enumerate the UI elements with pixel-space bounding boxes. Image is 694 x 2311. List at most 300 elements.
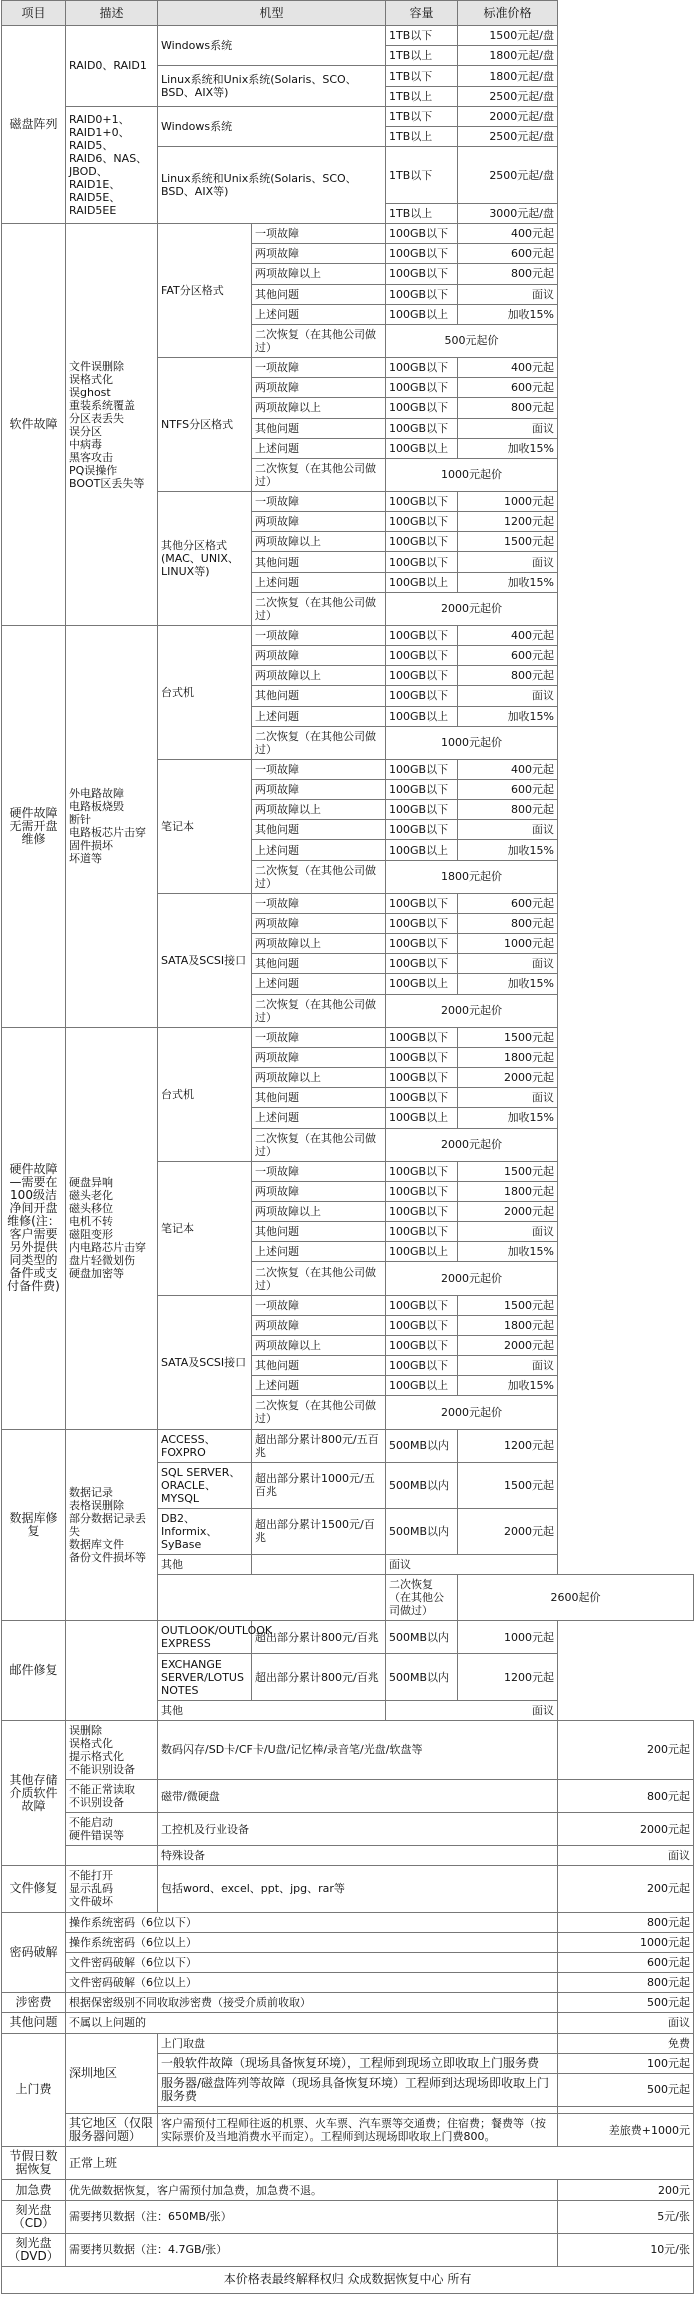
table-row [2,2033,694,2053]
table-cell: 不能启动 硬件错误等 [66,1813,158,1846]
table-cell: 深圳地区 [66,2033,158,2114]
table-cell: 500MB以内 [386,1429,458,1462]
table-cell: 100GB以下 [386,934,458,954]
table-cell: 加收15% [458,572,558,592]
table-cell [66,1846,158,1866]
table-cell: 两项故障 [252,1315,386,1335]
table-cell: 两项故障 [252,1181,386,1201]
table-cell: 600元起 [458,244,558,264]
table-cell: 包括word、excel、ppt、jpg、rar等 [158,1866,558,1912]
table-cell: RAID0+1、RAID1+0、RAID5、RAID6、NAS、JBOD、RAID1E、RAID5E、RAID5EE [66,106,158,223]
table-header-row [2,1,694,26]
table-cell: 100GB以下 [386,378,458,398]
table-cell: 100GB以下 [386,532,458,552]
table-cell: 二次恢复（在其他公司做过） [252,592,386,625]
table-cell: 800元起 [458,264,558,284]
table-cell: 上述问题 [252,438,386,458]
table-cell: 两项故障 [252,646,386,666]
table-cell: 需要拷贝数据（注：4.7GB/张） [66,2233,558,2266]
table-cell: 一般软件故障（现场具备恢复环境），工程师到现场立即收取上门服务费 [158,2053,558,2073]
table-cell: 两项故障 [252,1047,386,1067]
table-row [2,1846,694,1866]
table-cell: 其他问题 [252,954,386,974]
table-cell: 400元起 [458,358,558,378]
table-cell: 一项故障 [252,358,386,378]
table-cell: 上门费 [2,2033,66,2147]
table-cell: 一项故障 [252,1027,386,1047]
table-cell [158,2106,558,2113]
table-cell: 不能正常读取 不识别设备 [66,1779,158,1812]
table-cell: 2500元起/盘 [458,147,558,204]
table-cell: 其他 [158,1700,386,1720]
table-cell: 免费 [558,2033,694,2053]
table-cell: 一项故障 [252,224,386,244]
table-cell [252,1555,386,1575]
table-row [2,1621,694,1654]
table-cell: 1800元起价 [386,860,558,893]
table-row [2,1429,694,1462]
table-cell: 其他分区格式(MAC、UNIX、LINUX等) [158,491,252,625]
table-cell: 超出部分累计800元/百兆 [252,1621,386,1654]
table-cell: 3000元起/盘 [458,203,558,223]
table-cell: EXCHANGE SERVER/LOTUS NOTES [158,1654,252,1700]
table-cell: 上门取盘 [158,2033,558,2053]
table-cell: 600元起 [458,780,558,800]
table-cell: 其他存储介质软件故障 [2,1720,66,1866]
table-cell: 1000元起 [458,1621,558,1654]
table-cell: 两项故障以上 [252,264,386,284]
table-cell: 邮件修复 [2,1621,66,1720]
table-cell: 100GB以下 [386,224,458,244]
table-cell: 误删除 误格式化 提示格式化 不能识别设备 [66,1720,158,1779]
table-cell: 两项故障以上 [252,398,386,418]
table-cell: 数据记录 表格误删除 部分数据记录丢失 数据库文件 备份文件损坏等 [66,1429,158,1621]
table-cell: 400元起 [458,759,558,779]
table-cell: 二次恢复（在其他公司做过） [252,726,386,759]
table-cell: 加收15% [458,304,558,324]
table-cell: 1500元起/盘 [458,26,558,46]
table-cell: 2000元起价 [386,592,558,625]
header-cell: 容量 [386,1,458,26]
table-cell: 500MB以内 [386,1508,458,1554]
table-cell: 100GB以下 [386,264,458,284]
table-cell: 加收15% [458,706,558,726]
table-cell: 超出部分累计1000元/五百兆 [252,1462,386,1508]
table-cell: 不能打开 显示乱码 文件破坏 [66,1866,158,1912]
table-cell: 一项故障 [252,893,386,913]
table-cell: 1800元起 [458,1315,558,1335]
table-cell: ACCESS、FOXPRO [158,1429,252,1462]
table-cell: 其它地区（仅限服务器问题） [66,2114,158,2147]
table-cell: 100GB以下 [386,759,458,779]
table-cell: 涉密费 [2,1993,66,2013]
table-cell: 笔记本 [158,1161,252,1295]
table-row [2,26,694,46]
table-cell: 两项故障以上 [252,1068,386,1088]
table-cell: 100GB以下 [386,1047,458,1067]
table-cell: 100GB以下 [386,780,458,800]
table-cell: 一项故障 [252,625,386,645]
table-cell: 两项故障以上 [252,666,386,686]
table-row [2,1993,694,2013]
table-row [2,1813,694,1846]
table-cell: 特殊设备 [158,1846,558,1866]
table-cell: 1500元起 [458,1462,558,1508]
table-row [2,1720,694,1779]
table-cell: 软件故障 [2,224,66,626]
table-cell: 200元起 [558,1720,694,1779]
table-cell: 二次恢复（在其他公司做过） [252,860,386,893]
table-cell: 操作系统密码（6位以上） [66,1932,558,1952]
table-cell: Windows系统 [158,106,386,146]
table-cell: 100GB以上 [386,1376,458,1396]
table-cell: 二次恢复（在其他公司做过） [252,1262,386,1295]
table-cell: 100GB以上 [386,1242,458,1262]
table-row [2,106,694,126]
table-cell: 1800元起 [458,1181,558,1201]
table-row [2,1779,694,1812]
table-cell: 100GB以上 [386,438,458,458]
table-cell: 超出部分累计800元/百兆 [252,1654,386,1700]
table-cell: 800元起 [458,913,558,933]
table-cell: 加收15% [458,1242,558,1262]
table-cell: 100GB以下 [386,1201,458,1221]
table-cell: 1TB以上 [386,126,458,146]
table-cell: 1500元起 [458,1295,558,1315]
table-row [2,2233,694,2266]
table-cell: 二次恢复（在其他公司做过） [252,458,386,491]
table-cell: 文件误删除 误格式化 误ghost 重装系统覆盖 分区表丢失 误分区 中病毒 黑客攻击 PQ误操作 BOOT区丢失等 [66,224,158,626]
table-cell: 600元起 [458,893,558,913]
table-cell: 500元起 [558,2073,694,2106]
table-cell: 10元/张 [558,2233,694,2266]
table-cell: 磁盘阵列 [2,26,66,224]
table-cell: 一项故障 [252,759,386,779]
table-cell: 200元 [558,2180,694,2200]
table-cell: 二次恢复（在其他公司做过） [252,994,386,1027]
table-cell: 1TB以下 [386,147,458,204]
table-cell: 800元起 [458,800,558,820]
table-cell: 二次恢复（在其他公司做过） [386,1575,458,1621]
header-cell: 标准价格 [458,1,558,26]
table-cell: 400元起 [458,224,558,244]
table-cell: RAID0、RAID1 [66,26,158,107]
table-cell: 100GB以上 [386,572,458,592]
table-row [2,224,694,244]
table-cell: 800元起 [558,1973,694,1993]
table-cell: 其他问题 [252,284,386,304]
table-cell: Windows系统 [158,26,386,66]
table-cell: 文件密码破解（6位以上） [66,1973,558,1993]
table-cell: 根据保密级别不同收取涉密费（接受介质前收取） [66,1993,558,2013]
table-cell: 硬件故障 无需开盘维修 [2,625,66,1027]
table-cell: 其他问题 [252,552,386,572]
table-cell: 上述问题 [252,974,386,994]
table-row [2,1973,694,1993]
table-cell: SATA及SCSI接口 [158,1295,252,1429]
table-cell: 100GB以下 [386,491,458,511]
table-cell: 客户需预付工程师往返的机票、火车票、汽车票等交通费；住宿费；餐费等（按实际票价及当地消费水平而定）。工程师到达现场即收取上门费800。 [158,2114,558,2147]
table-cell: 二次恢复（在其他公司做过） [252,324,386,357]
table-cell: 加急费 [2,2180,66,2200]
table-cell: 500MB以内 [386,1654,458,1700]
table-cell: 一项故障 [252,491,386,511]
table-cell: 本价格表最终解释权归 众成数据恢复中心 所有 [2,2266,694,2293]
table-cell: 节假日数据恢复 [2,2147,66,2180]
table-cell: 上述问题 [252,706,386,726]
table-cell: 台式机 [158,1027,252,1161]
table-cell: DB2、Informix、SyBase [158,1508,252,1554]
table-cell: 1000元起 [558,1932,694,1952]
table-row [2,2180,694,2200]
table-cell: 400元起 [458,625,558,645]
table-cell: 上述问题 [252,840,386,860]
table-cell: 刻光盘（CD） [2,2200,66,2233]
table-cell: 100GB以下 [386,1315,458,1335]
table-cell: 100GB以下 [386,512,458,532]
table-cell: 100GB以下 [386,893,458,913]
table-cell: 其他 [158,1555,252,1575]
table-cell: 100GB以下 [386,686,458,706]
table-cell: 其他问题 [252,820,386,840]
table-cell: 两项故障以上 [252,532,386,552]
table-cell: 1TB以上 [386,203,458,223]
table-row [2,2200,694,2233]
table-row [2,1952,694,1972]
table-cell: 600元起 [458,646,558,666]
table-cell: 2000元起 [558,1813,694,1846]
table-row [2,1912,694,1932]
header-cell: 项目 [2,1,66,26]
table-cell: 1TB以上 [386,46,458,66]
table-cell: 面议 [458,552,558,572]
table-cell: 面议 [386,1700,558,1720]
table-cell: 面议 [458,1088,558,1108]
table-cell: 外电路故障 电路板烧毁 断针 电路板芯片击穿 固件损坏 坏道等 [66,625,158,1027]
table-cell: 两项故障以上 [252,934,386,954]
table-cell: 其他问题 [252,1222,386,1242]
table-cell: 两项故障 [252,780,386,800]
table-cell: 100GB以下 [386,820,458,840]
table-cell: 刻光盘（DVD） [2,2233,66,2266]
table-cell: 两项故障 [252,913,386,933]
table-cell: 100GB以下 [386,913,458,933]
table-cell: 面议 [386,1555,558,1575]
table-cell: 硬件故障 —需要在100级洁净间开盘维修(注：客户需要另外提供同类型的备件或支付备件费) [2,1027,66,1429]
table-cell: 2600起价 [458,1575,694,1621]
table-cell [158,1575,386,1621]
table-cell: 800元起 [458,666,558,686]
table-cell: 100GB以下 [386,1027,458,1047]
table-cell: 面议 [458,284,558,304]
table-cell: 100GB以上 [386,974,458,994]
table-cell: NTFS分区格式 [158,358,252,492]
table-cell: Linux系统和Unix系统(Solaris、SCO、BSD、AIX等) [158,66,386,106]
table-cell: 差旅费+1000元 [558,2114,694,2147]
table-cell: 500元起 [558,1993,694,2013]
table-cell: 两项故障 [252,512,386,532]
price-table [1,0,694,2294]
table-cell: 100GB以上 [386,706,458,726]
table-cell: 2000元起 [458,1068,558,1088]
table-cell: 1800元起 [458,1047,558,1067]
table-row [2,2114,694,2147]
table-cell: 100GB以下 [386,1088,458,1108]
table-cell: 100GB以上 [386,840,458,860]
table-cell: OUTLOOK/OUTLOOK EXPRESS [158,1621,252,1654]
table-cell: 100GB以下 [386,1181,458,1201]
table-cell: 100GB以下 [386,1295,458,1315]
table-cell: 面议 [458,1356,558,1376]
table-cell: 2000元起/盘 [458,106,558,126]
table-cell: 1000元起价 [386,726,558,759]
table-cell: 2000元起价 [386,1128,558,1161]
table-cell: 数码闪存/SD卡/CF卡/U盘/记忆棒/录音笔/光盘/软盘等 [158,1720,558,1779]
table-cell: 1000元起 [458,491,558,511]
table-cell: 2000元起价 [386,994,558,1027]
table-cell: 500元起价 [386,324,558,357]
header-cell: 描述 [66,1,158,26]
table-row [2,625,694,645]
table-cell: 2000元起 [458,1335,558,1355]
table-cell: 面议 [458,954,558,974]
table-cell: 二次恢复（在其他公司做过） [252,1128,386,1161]
table-cell: 100元起 [558,2053,694,2073]
table-cell: 其他问题 [2,2013,66,2033]
table-cell: 一项故障 [252,1295,386,1315]
table-cell: 文件修复 [2,1866,66,1912]
table-cell: 上述问题 [252,304,386,324]
table-cell: 2000元起 [458,1201,558,1221]
table-cell [558,2106,694,2113]
table-cell: 笔记本 [158,759,252,893]
table-cell: 200元起 [558,1866,694,1912]
table-cell: 超出部分累计800元/五百兆 [252,1429,386,1462]
table-cell: 1500元起 [458,1027,558,1047]
table-row [2,2147,694,2180]
table-cell: 1500元起 [458,1161,558,1181]
table-cell: 工控机及行业设备 [158,1813,558,1846]
table-cell: Linux系统和Unix系统(Solaris、SCO、BSD、AIX等) [158,147,386,224]
table-row [2,1932,694,1952]
table-body [2,26,694,2294]
table-cell: 二次恢复（在其他公司做过） [252,1396,386,1429]
table-cell: 100GB以下 [386,1222,458,1242]
table-cell: 加收15% [458,840,558,860]
table-cell: 上述问题 [252,1242,386,1262]
table-cell: 2500元起/盘 [458,86,558,106]
table-cell: 800元起 [558,1912,694,1932]
table-cell: 操作系统密码（6位以下） [66,1912,558,1932]
table-cell: 2000元起价 [386,1262,558,1295]
table-cell: 服务器/磁盘阵列等故障（现场具备恢复环境）工程师到达现场即收取上门服务费 [158,2073,558,2106]
table-cell: 面议 [558,2013,694,2033]
table-cell [66,1621,158,1720]
table-cell: 100GB以上 [386,304,458,324]
table-cell: 5元/张 [558,2200,694,2233]
table-cell: 其他问题 [252,418,386,438]
table-cell: 硬盘异响 磁头老化 磁头移位 电机不转 磁阻变形 内电路芯片击穿 盘片轻微划伤 硬盘加密等 [66,1027,158,1429]
table-cell: 500MB以内 [386,1621,458,1654]
table-cell: 不属以上问题的 [66,2013,558,2033]
table-cell: SATA及SCSI接口 [158,893,252,1027]
table-cell: 1200元起 [458,512,558,532]
table-cell: 其他问题 [252,1088,386,1108]
table-cell: 两项故障以上 [252,1335,386,1355]
table-cell: 2500元起/盘 [458,126,558,146]
table-cell: 1000元起 [458,934,558,954]
table-cell: 100GB以上 [386,1108,458,1128]
table-cell: 1TB以下 [386,66,458,86]
table-cell: 2000元起 [458,1508,558,1554]
table-cell: 上述问题 [252,1376,386,1396]
table-cell: 100GB以下 [386,398,458,418]
table-cell: 加收15% [458,1108,558,1128]
table-cell: 两项故障以上 [252,800,386,820]
table-row [2,1027,694,1047]
table-cell: 超出部分累计1500元/百兆 [252,1508,386,1554]
table-cell: 600元起 [558,1952,694,1972]
table-cell: 600元起 [458,378,558,398]
table-cell: 一项故障 [252,1161,386,1181]
table-cell: 正常上班 [66,2147,694,2180]
table-cell: 磁带/微硬盘 [158,1779,558,1812]
table-cell: 面议 [458,820,558,840]
table-cell: 100GB以下 [386,418,458,438]
table-cell: 加收15% [458,974,558,994]
table-cell: 2000元起价 [386,1396,558,1429]
table-cell: 面议 [458,686,558,706]
table-cell: 100GB以下 [386,954,458,974]
table-cell: 密码破解 [2,1912,66,1993]
table-cell: 面议 [458,1222,558,1242]
table-cell: FAT分区格式 [158,224,252,358]
table-cell: 100GB以下 [386,358,458,378]
header-cell: 机型 [158,1,386,26]
table-cell: 100GB以下 [386,1161,458,1181]
table-cell: 800元起 [558,1779,694,1812]
table-cell: 加收15% [458,438,558,458]
table-cell: 加收15% [458,1376,558,1396]
table-cell: 100GB以下 [386,625,458,645]
table-cell: 优先做数据恢复，客户需预付加急费，加急费不退。 [66,2180,558,2200]
table-cell: 100GB以下 [386,800,458,820]
table-cell: 100GB以下 [386,284,458,304]
table-cell: 1TB以下 [386,26,458,46]
table-cell: 100GB以下 [386,1068,458,1088]
table-row [2,2266,694,2293]
table-cell: 100GB以下 [386,244,458,264]
table-cell: 1TB以下 [386,106,458,126]
table-cell: 台式机 [158,625,252,759]
table-cell: 面议 [558,1846,694,1866]
table-cell: 500MB以内 [386,1462,458,1508]
table-cell: 其他问题 [252,1356,386,1376]
table-cell: 1800元起/盘 [458,46,558,66]
table-row [2,2013,694,2033]
table-cell: 面议 [458,418,558,438]
table-cell: 1200元起 [458,1429,558,1462]
table-cell: 1000元起价 [386,458,558,491]
table-cell: 其他问题 [252,686,386,706]
table-cell: 100GB以下 [386,1356,458,1376]
table-cell: 1TB以上 [386,86,458,106]
table-cell: 100GB以下 [386,666,458,686]
table-cell: 需要拷贝数据（注：650MB/张） [66,2200,558,2233]
table-cell: 800元起 [458,398,558,418]
table-cell: 1500元起 [458,532,558,552]
table-cell: 100GB以下 [386,552,458,572]
